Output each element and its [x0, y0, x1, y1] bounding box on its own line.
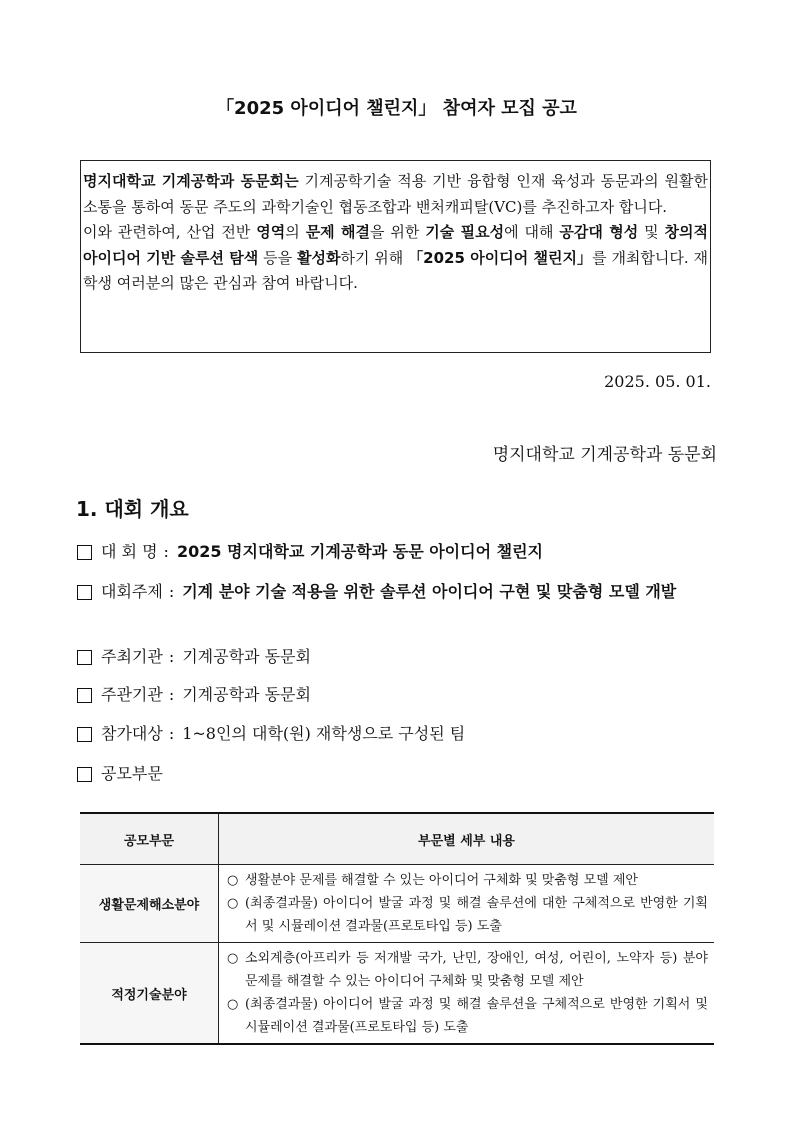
intro-text: 을 위한	[370, 223, 426, 241]
intro-box	[80, 160, 711, 353]
colon: :	[163, 542, 169, 561]
overview-value: 기계 분야 기술 적용을 위한 솔루션 아이디어 구현 및 맞춤형 모델 개발	[182, 582, 677, 601]
intro-text: 의	[285, 223, 306, 241]
intro-bold-text: 문제 해결	[305, 223, 371, 241]
detail-text: 소외계층(아프리카 등 저개발 국가, 난민, 장애인, 여성, 어린이, 노약자 등) 분야 문제를 해결할 수 있는 아이디어 구체화 및 맞춤형 모델 제안	[245, 951, 708, 989]
organizer-name: 명지대학교 기계공학과 동문회	[492, 445, 717, 465]
overview-value: 2025 명지대학교 기계공학과 동문 아이디어 챌린지	[176, 542, 543, 561]
checkbox-square-icon	[77, 727, 92, 742]
detail-text: (최종결과물) 아이디어 발굴 과정 및 해결 솔루션을 구체적으로 반영한 기획서 및 시뮬레이션 결과물(프로토타입 등) 도출	[245, 997, 708, 1035]
overview-label: 주최기관	[101, 647, 163, 666]
detail-cell	[219, 943, 715, 1045]
intro-bold-text: 기술 필요성	[425, 223, 505, 241]
detail-item	[227, 947, 708, 993]
table-header-row	[80, 813, 714, 865]
overview-item	[76, 580, 707, 604]
announcement-date: 2025. 05. 01.	[604, 372, 711, 391]
intro-paragraph-2	[83, 220, 708, 297]
colon: :	[168, 582, 175, 601]
table-row	[80, 943, 714, 1045]
detail-text: 생활분야 문제를 해결할 수 있는 아이디어 구체화 및 맞춤형 모델 제안	[245, 873, 638, 888]
colon: :	[168, 685, 175, 704]
checkbox-square-icon	[77, 767, 92, 782]
intro-text: 이와 관련하여, 산업 전반	[83, 223, 257, 241]
intro-paragraph-1	[83, 169, 708, 220]
detail-item	[227, 993, 708, 1039]
table-header: 부문별 세부 내용	[219, 813, 715, 865]
intro-bold-text: 영역	[256, 223, 286, 241]
detail-item	[227, 869, 708, 892]
intro-text: 기계공학기술 적용 기반 융합형 인재 육성과 동문과의 원활한 소통을 통하여 동문 주도의 과학기술인 협동조합과 밴처캐피탈(VC)를 추진하고자 합니다.	[83, 172, 708, 216]
overview-value: 기계공학과 동문회	[182, 647, 311, 666]
overview-item	[76, 722, 465, 746]
section-heading: 1. 대회 개요	[76, 497, 189, 521]
category-table	[80, 812, 714, 1045]
category-cell: 생활문제해소분야	[80, 865, 219, 943]
circle-bullet-icon: ○	[227, 997, 239, 1012]
intro-text: 등을	[258, 248, 297, 267]
overview-item	[76, 645, 311, 669]
overview-label: 공모부문	[101, 764, 163, 783]
category-cell: 적정기술분야	[80, 943, 219, 1045]
colon: :	[168, 647, 175, 666]
intro-text: 를 개최합니다. 재학생 여러분의 많은 관심과 참여 바랍니다.	[83, 248, 708, 292]
overview-label: 대 회 명	[101, 542, 158, 561]
detail-item	[227, 892, 708, 938]
intro-bold-text: 활성화	[296, 248, 341, 267]
circle-bullet-icon: ○	[227, 951, 239, 966]
intro-bold-text: 공감대 형성	[559, 223, 639, 241]
document-title: 「2025 아이디어 챌린지」 참여자 모집 공고	[216, 98, 577, 119]
overview-item	[76, 540, 543, 564]
circle-bullet-icon: ○	[227, 873, 239, 888]
checkbox-square-icon	[77, 688, 92, 703]
table-row	[80, 865, 714, 943]
overview-label: 대회주제	[101, 582, 163, 601]
checkbox-square-icon	[77, 545, 92, 560]
intro-text: 하기 위해	[340, 248, 409, 267]
intro-bold-text: 「2025 아이디어 챌린지」	[408, 248, 593, 267]
overview-label: 참가대상	[101, 724, 163, 743]
intro-text: 에 대해	[504, 223, 560, 241]
colon: :	[168, 724, 175, 743]
checkbox-square-icon	[77, 650, 92, 665]
overview-label: 주관기관	[101, 685, 163, 704]
detail-text: (최종결과물) 아이디어 발굴 과정 및 해결 솔루션에 대한 구체적으로 반영한 기획서 및 시뮬레이션 결과물(프로토타입 등) 도출	[245, 896, 708, 934]
circle-bullet-icon: ○	[227, 896, 239, 911]
intro-bold-text: 창의적 아이디어 기반 솔루션 탐색	[83, 223, 708, 267]
overview-item	[76, 683, 311, 707]
intro-bold-text: 명지대학교 기계공학과 동문회는	[83, 172, 299, 190]
checkbox-square-icon	[77, 585, 92, 600]
detail-cell	[219, 865, 715, 943]
intro-text: 및	[638, 223, 665, 241]
overview-value: 기계공학과 동문회	[182, 685, 311, 704]
overview-value: 1~8인의 대학(원) 재학생으로 구성된 팀	[182, 724, 466, 743]
table-header: 공모부문	[80, 813, 219, 865]
overview-item	[76, 762, 163, 786]
